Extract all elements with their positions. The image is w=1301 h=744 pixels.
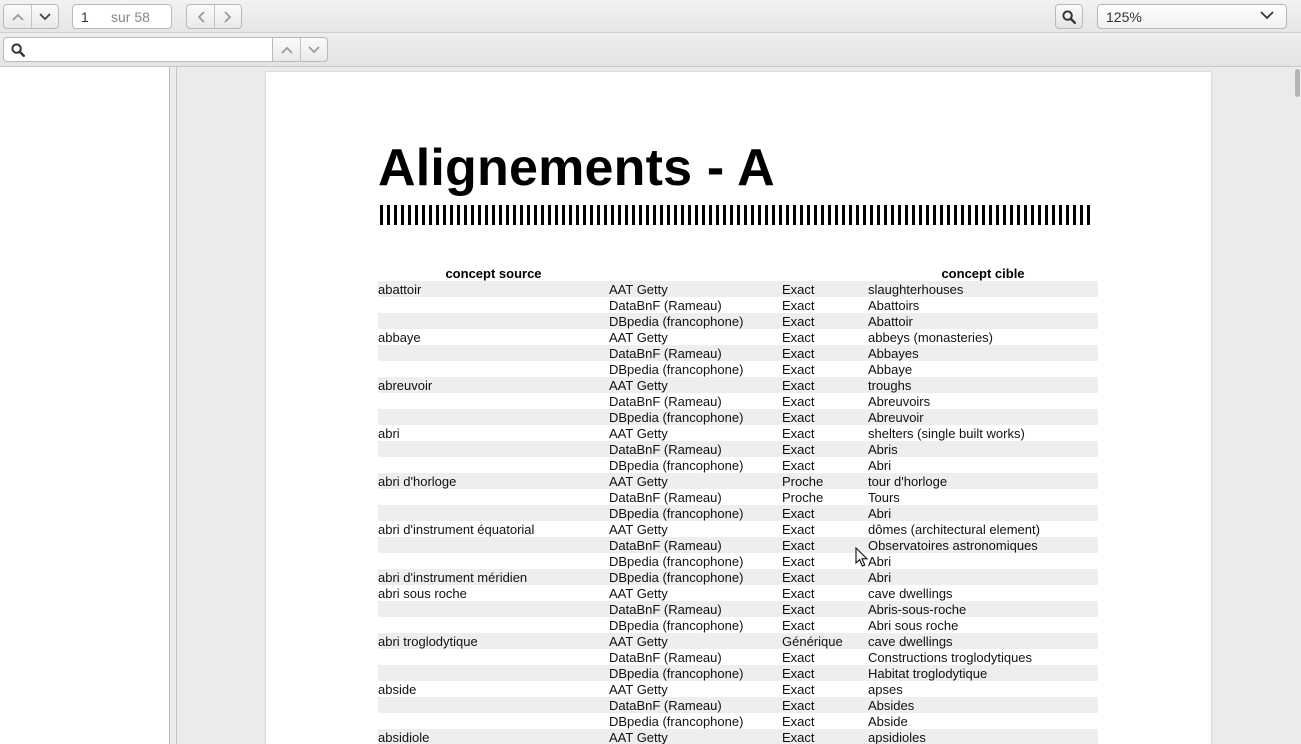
cell-vocabulary: AAT Getty (609, 330, 668, 345)
cell-match-type: Exact (782, 538, 815, 553)
chevron-up-icon (281, 46, 293, 54)
table-row (378, 329, 1098, 345)
cell-vocabulary: AAT Getty (609, 282, 668, 297)
cell-vocabulary: AAT Getty (609, 378, 668, 393)
table-row (378, 713, 1098, 729)
page-number-input[interactable] (73, 5, 111, 28)
cell-vocabulary: DBpedia (francophone) (609, 570, 744, 585)
chevron-left-icon (197, 11, 205, 23)
page-number-field (72, 4, 172, 29)
cell-match-type: Exact (782, 506, 815, 521)
cell-match-type: Exact (782, 378, 815, 393)
cell-vocabulary: DBpedia (francophone) (609, 362, 744, 377)
cell-concept-source: absidiole (378, 730, 430, 744)
scrollbar-thumb[interactable] (1295, 69, 1300, 97)
cell-vocabulary: AAT Getty (609, 522, 668, 537)
chevron-down-icon (39, 13, 51, 21)
cell-concept-target: cave dwellings (868, 634, 953, 649)
cell-match-type: Exact (782, 586, 815, 601)
cell-concept-source: abbaye (378, 330, 421, 345)
cell-match-type: Proche (782, 490, 824, 505)
table-row (378, 569, 1098, 585)
cell-concept-target: Absides (868, 698, 915, 713)
cell-concept-target: Abattoir (868, 314, 913, 329)
cell-concept-source: abside (378, 682, 417, 697)
cell-concept-target: Abri sous roche (868, 618, 959, 633)
cell-concept-source: abri troglodytique (378, 634, 478, 649)
cell-match-type: Exact (782, 362, 815, 377)
cell-vocabulary: DBpedia (francophone) (609, 666, 744, 681)
chevron-up-icon (12, 13, 24, 21)
cell-match-type: Générique (782, 634, 843, 649)
cell-concept-target: Abside (868, 714, 908, 729)
table-row (378, 473, 1098, 489)
cell-concept-target: Abbaye (868, 362, 913, 377)
cell-concept-source: abri sous roche (378, 586, 467, 601)
header-concept-source: concept source (445, 266, 542, 281)
find-next-button[interactable] (300, 38, 327, 61)
table-row (378, 697, 1098, 713)
table-row (378, 633, 1098, 649)
header-concept-target: concept cible (941, 266, 1025, 281)
cell-match-type: Exact (782, 282, 815, 297)
cell-match-type: Exact (782, 714, 815, 729)
cell-vocabulary: DataBnF (Rameau) (609, 602, 722, 617)
cell-concept-target: tour d'horloge (868, 474, 948, 489)
thumbnail-sidebar (0, 67, 170, 744)
table-row (378, 297, 1098, 313)
cell-concept-source: abattoir (378, 282, 422, 297)
cell-match-type: Exact (782, 682, 815, 697)
cell-concept-source: abreuvoir (378, 378, 433, 393)
table-row (378, 729, 1098, 744)
cell-match-type: Exact (782, 666, 815, 681)
cell-concept-target: Habitat troglodytique (868, 666, 988, 681)
alignment-table (378, 265, 1098, 744)
cell-vocabulary: DataBnF (Rameau) (609, 650, 722, 665)
cell-match-type: Exact (782, 394, 815, 409)
table-row (378, 521, 1098, 537)
cell-vocabulary: AAT Getty (609, 586, 668, 601)
forward-button[interactable] (214, 5, 241, 28)
cell-match-type: Exact (782, 458, 815, 473)
cell-concept-target: Abris (868, 442, 898, 457)
cell-concept-source: abri d'instrument méridien (378, 570, 528, 585)
cell-concept-target: Abri (868, 458, 892, 473)
cell-vocabulary: DBpedia (francophone) (609, 314, 744, 329)
table-row (378, 393, 1098, 409)
cell-concept-target: Abri (868, 506, 892, 521)
table-row (378, 617, 1098, 633)
cell-match-type: Exact (782, 314, 815, 329)
sidebar-splitter[interactable] (170, 67, 177, 744)
table-row (378, 409, 1098, 425)
table-body (378, 281, 1098, 744)
cell-vocabulary: DBpedia (francophone) (609, 618, 744, 633)
cell-match-type: Exact (782, 618, 815, 633)
table-row (378, 601, 1098, 617)
table-row (378, 585, 1098, 601)
mouse-cursor-icon (855, 547, 869, 568)
cell-match-type: Exact (782, 410, 815, 425)
table-row (378, 537, 1098, 553)
cell-concept-target: Abreuvoirs (868, 394, 931, 409)
cell-vocabulary: DBpedia (francophone) (609, 554, 744, 569)
cell-match-type: Exact (782, 346, 815, 361)
cell-concept-target: Abris-sous-roche (868, 602, 967, 617)
page-title: Alignements - A (378, 139, 775, 197)
document-viewer[interactable] (177, 67, 1301, 744)
table-row (378, 553, 1098, 569)
cell-match-type: Exact (782, 298, 815, 313)
main-toolbar (0, 0, 1301, 33)
cell-concept-target: Abri (868, 570, 892, 585)
cell-concept-target: abbeys (monasteries) (868, 330, 993, 345)
table-row (378, 361, 1098, 377)
chevron-right-icon (224, 11, 232, 23)
decorative-barcode-rule (380, 205, 1092, 225)
cell-match-type: Exact (782, 442, 815, 457)
cell-vocabulary: DataBnF (Rameau) (609, 698, 722, 713)
cell-concept-source: abri (378, 426, 400, 441)
cell-concept-source: abri d'horloge (378, 474, 457, 489)
table-row (378, 377, 1098, 393)
search-button[interactable] (1055, 4, 1083, 29)
chevron-down-icon (1260, 11, 1274, 20)
cell-vocabulary: AAT Getty (609, 474, 668, 489)
search-icon (4, 43, 32, 57)
history-nav-group (186, 4, 242, 29)
zoom-value: 125% (1106, 8, 1142, 25)
table-row (378, 313, 1098, 329)
cell-match-type: Exact (782, 554, 815, 569)
table-row (378, 345, 1098, 361)
page-nav-group (3, 4, 59, 29)
cell-vocabulary: DataBnF (Rameau) (609, 442, 722, 457)
cell-concept-target: Abattoirs (868, 298, 920, 313)
cell-vocabulary: DBpedia (francophone) (609, 506, 744, 521)
cell-concept-target: apses (868, 682, 903, 697)
cell-vocabulary: AAT Getty (609, 682, 668, 697)
cell-match-type: Exact (782, 730, 815, 744)
cell-concept-target: Abreuvoir (868, 410, 924, 425)
document-page (266, 72, 1211, 744)
cell-match-type: Exact (782, 330, 815, 345)
table-row (378, 665, 1098, 681)
cell-match-type: Exact (782, 698, 815, 713)
previous-page-button[interactable] (4, 5, 31, 28)
cell-match-type: Exact (782, 426, 815, 441)
find-previous-button[interactable] (273, 38, 300, 61)
find-field (3, 37, 273, 62)
cell-concept-target: shelters (single built works) (868, 426, 1025, 441)
table-header (378, 265, 1098, 281)
cell-vocabulary: DBpedia (francophone) (609, 458, 744, 473)
cell-vocabulary: DataBnF (Rameau) (609, 346, 722, 361)
find-nav-group (272, 37, 328, 62)
next-page-button[interactable] (31, 5, 58, 28)
cell-concept-target: Tours (868, 490, 900, 505)
cell-vocabulary: DBpedia (francophone) (609, 410, 744, 425)
cell-vocabulary: AAT Getty (609, 426, 668, 441)
cell-match-type: Proche (782, 474, 824, 489)
cell-concept-target: apsidioles (868, 730, 926, 744)
cell-concept-target: cave dwellings (868, 586, 953, 601)
page-total-label: sur 58 (111, 8, 150, 25)
table-row (378, 457, 1098, 473)
table-row (378, 441, 1098, 457)
cell-vocabulary: DataBnF (Rameau) (609, 298, 722, 313)
cell-match-type: Exact (782, 602, 815, 617)
search-icon (1062, 10, 1076, 24)
find-input[interactable] (32, 38, 272, 61)
table-row (378, 505, 1098, 521)
table-row (378, 489, 1098, 505)
table-row (378, 281, 1098, 297)
cell-match-type: Exact (782, 522, 815, 537)
cell-match-type: Exact (782, 570, 815, 585)
cell-concept-target: dômes (architectural element) (868, 522, 1040, 537)
table-row (378, 425, 1098, 441)
cell-concept-target: Abri (868, 554, 892, 569)
table-row (378, 649, 1098, 665)
cell-vocabulary: AAT Getty (609, 634, 668, 649)
cell-vocabulary: DataBnF (Rameau) (609, 538, 722, 553)
find-bar (0, 33, 1301, 67)
back-button[interactable] (187, 5, 214, 28)
vertical-scrollbar[interactable] (1293, 67, 1301, 744)
cell-vocabulary: DataBnF (Rameau) (609, 394, 722, 409)
cell-concept-target: Constructions troglodytiques (868, 650, 1033, 665)
table-row (378, 681, 1098, 697)
cell-vocabulary: DBpedia (francophone) (609, 714, 744, 729)
cell-match-type: Exact (782, 650, 815, 665)
cell-concept-source: abri d'instrument équatorial (378, 522, 535, 537)
cell-concept-target: troughs (868, 378, 912, 393)
chevron-down-icon (308, 46, 320, 54)
cell-concept-target: slaughterhouses (868, 282, 964, 297)
cell-concept-target: Observatoires astronomiques (868, 538, 1038, 553)
cell-concept-target: Abbayes (868, 346, 919, 361)
cell-vocabulary: AAT Getty (609, 730, 668, 744)
cell-vocabulary: DataBnF (Rameau) (609, 490, 722, 505)
zoom-select[interactable] (1097, 4, 1287, 29)
